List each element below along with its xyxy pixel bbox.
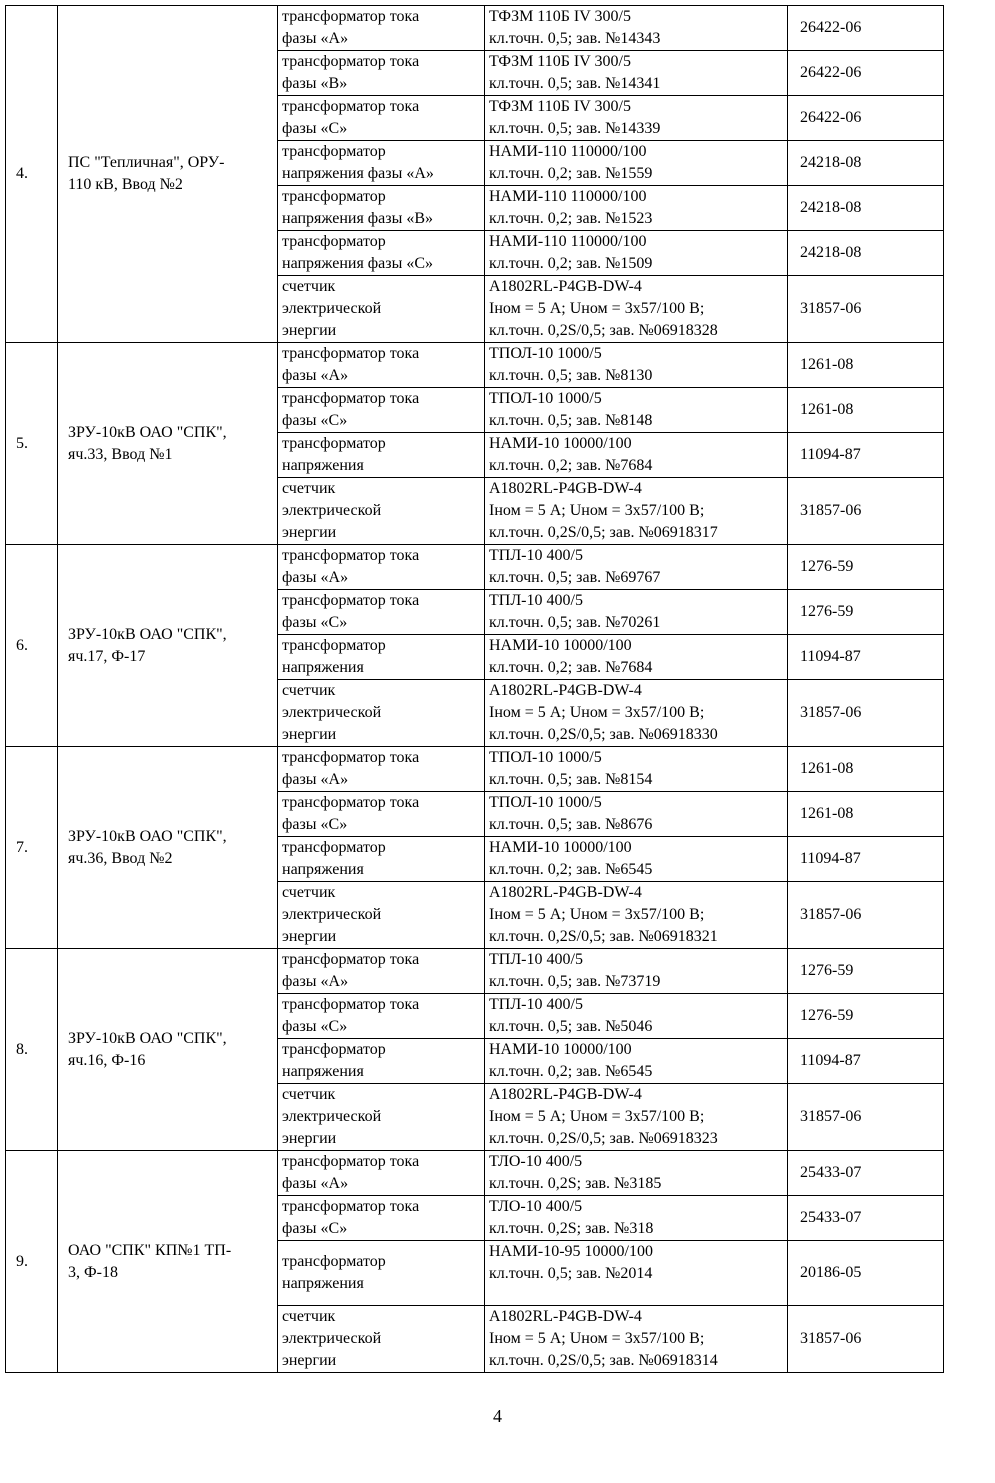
- row-number: 5.: [6, 343, 58, 545]
- registry-code: 25433-07: [788, 1196, 944, 1241]
- equipment-name-line: фазы «С»: [282, 1220, 348, 1237]
- equipment-spec-line: А1802RL-P4GB-DW-4: [489, 884, 642, 901]
- registry-code: 11094-87: [788, 837, 944, 882]
- equipment-name-line: счетчик: [282, 278, 336, 295]
- equipment-spec-line: ТЛО-10 400/5: [489, 1153, 583, 1170]
- object-name-line: яч.16, Ф-16: [68, 1051, 146, 1069]
- equipment-spec-line: ТПОЛ-10 1000/5: [489, 345, 602, 362]
- equipment-spec: [485, 792, 788, 837]
- equipment-spec-line: А1802RL-P4GB-DW-4: [489, 682, 642, 699]
- registry-code: 1276-59: [788, 590, 944, 635]
- equipment-spec: [485, 478, 788, 545]
- equipment-spec-line: кл.точн. 0,2S/0,5; зав. №06918317: [489, 524, 718, 541]
- equipment-spec-line: кл.точн. 0,2S/0,5; зав. №06918314: [489, 1352, 718, 1369]
- equipment-spec: [485, 590, 788, 635]
- object-name-line: ПС "Тепличная", ОРУ-: [68, 154, 225, 171]
- equipment-spec-line: кл.точн. 0,2S; зав. №318: [489, 1220, 654, 1237]
- registry-code: 1261-08: [788, 388, 944, 433]
- registry-code: 1276-59: [788, 949, 944, 994]
- equipment-spec-line: А1802RL-P4GB-DW-4: [489, 278, 642, 295]
- equipment-name-line: трансформатор тока: [282, 547, 420, 564]
- equipment-spec-line: ТПОЛ-10 1000/5: [489, 794, 602, 811]
- equipment-spec: [485, 545, 788, 590]
- equipment-spec: [485, 186, 788, 231]
- equipment-name: [278, 478, 485, 545]
- equipment-spec-line: Iном = 5 А; Uном = 3x57/100 В;: [489, 704, 705, 721]
- equipment-name-line: фазы «С»: [282, 412, 348, 429]
- equipment-spec-line: Iном = 5 А; Uном = 3x57/100 В;: [489, 1330, 705, 1347]
- equipment-spec-line: НАМИ-110 110000/100: [489, 233, 647, 250]
- equipment-spec: [485, 1039, 788, 1084]
- equipment-name: [278, 231, 485, 276]
- equipment-name-line: электрической: [282, 502, 382, 519]
- object-name: [58, 6, 278, 343]
- equipment-spec-line: кл.точн. 0,2S; зав. №3185: [489, 1175, 662, 1192]
- registry-code: 24218-08: [788, 231, 944, 276]
- equipment-name-line: напряжения фазы «А»: [282, 165, 434, 182]
- equipment-name: [278, 747, 485, 792]
- equipment-name-line: фазы «А»: [282, 367, 349, 384]
- equipment-spec-line: Iном = 5 А; Uном = 3x57/100 В;: [489, 1108, 705, 1125]
- equipment-spec-line: ТПЛ-10 400/5: [489, 951, 583, 968]
- equipment-name: [278, 680, 485, 747]
- equipment-name-line: трансформатор: [282, 233, 386, 250]
- equipment-name-line: трансформатор: [282, 637, 386, 654]
- equipment-name-line: напряжения: [282, 1063, 364, 1080]
- equipment-spec-line: кл.точн. 0,2S/0,5; зав. №06918321: [489, 928, 718, 945]
- equipment-name-line: трансформатор тока: [282, 592, 420, 609]
- equipment-name-line: трансформатор тока: [282, 996, 420, 1013]
- equipment-spec-line: НАМИ-10 10000/100: [489, 435, 632, 452]
- object-name-line: 3, Ф-18: [68, 1263, 118, 1281]
- equipment-spec-line: кл.точн. 0,5; зав. №8130: [489, 367, 653, 384]
- registry-code: 25433-07: [788, 1151, 944, 1196]
- equipment-name-line: счетчик: [282, 682, 336, 699]
- equipment-spec-line: кл.точн. 0,2; зав. №1509: [489, 255, 653, 272]
- equipment-spec-line: Iном = 5 А; Uном = 3x57/100 В;: [489, 300, 705, 317]
- equipment-name: [278, 792, 485, 837]
- table-row: [6, 949, 944, 994]
- equipment-spec-line: НАМИ-110 110000/100: [489, 188, 647, 205]
- equipment-name: [278, 1039, 485, 1084]
- equipment-spec-line: ТПОЛ-10 1000/5: [489, 390, 602, 407]
- equipment-name-line: трансформатор тока: [282, 749, 420, 766]
- equipment-spec: [485, 680, 788, 747]
- equipment-spec: [485, 1306, 788, 1373]
- table-row: [6, 747, 944, 792]
- equipment-spec-line: кл.точн. 0,5; зав. №2014: [489, 1265, 653, 1282]
- registry-code: 31857-06: [788, 276, 944, 343]
- equipment-table: [5, 5, 944, 1373]
- equipment-spec-line: кл.точн. 0,5; зав. №70261: [489, 614, 661, 631]
- equipment-name: [278, 141, 485, 186]
- registry-code: 24218-08: [788, 186, 944, 231]
- equipment-spec: [485, 388, 788, 433]
- equipment-name-line: энергии: [282, 1352, 337, 1369]
- equipment-name-line: счетчик: [282, 884, 336, 901]
- equipment-name-line: фазы «А»: [282, 771, 349, 788]
- table-row: [6, 343, 944, 388]
- equipment-name: [278, 1151, 485, 1196]
- equipment-spec: [485, 433, 788, 478]
- equipment-name-line: трансформатор тока: [282, 98, 420, 115]
- equipment-spec-line: А1802RL-P4GB-DW-4: [489, 1086, 642, 1103]
- equipment-name: [278, 51, 485, 96]
- equipment-name-line: трансформатор тока: [282, 1198, 420, 1215]
- equipment-name: [278, 388, 485, 433]
- equipment-spec-line: ТЛО-10 400/5: [489, 1198, 583, 1215]
- object-name: [58, 343, 278, 545]
- equipment-spec: [485, 635, 788, 680]
- equipment-spec: [485, 1241, 788, 1306]
- equipment-name: [278, 1306, 485, 1373]
- equipment-name: [278, 433, 485, 478]
- equipment-spec: [485, 276, 788, 343]
- equipment-name-line: фазы «С»: [282, 614, 348, 631]
- equipment-name-line: фазы «А»: [282, 973, 349, 990]
- equipment-name: [278, 276, 485, 343]
- equipment-name-line: напряжения: [282, 659, 364, 676]
- table-row: [6, 1151, 944, 1196]
- registry-code: 26422-06: [788, 96, 944, 141]
- equipment-spec-line: ТПЛ-10 400/5: [489, 996, 583, 1013]
- equipment-name-line: напряжения: [282, 861, 364, 878]
- equipment-spec: [485, 1196, 788, 1241]
- equipment-name: [278, 949, 485, 994]
- equipment-name-line: напряжения фазы «В»: [282, 210, 434, 227]
- equipment-spec-line: ТФЗМ 110Б IV 300/5: [489, 8, 631, 25]
- equipment-name: [278, 882, 485, 949]
- equipment-name-line: энергии: [282, 1130, 337, 1147]
- equipment-name: [278, 1196, 485, 1241]
- row-number: 9.: [6, 1151, 58, 1373]
- registry-code: 11094-87: [788, 1039, 944, 1084]
- object-name-line: ОАО "СПК" КП№1 ТП-: [68, 1241, 232, 1259]
- equipment-spec-line: НАМИ-10 10000/100: [489, 637, 632, 654]
- equipment-name-line: электрической: [282, 300, 382, 317]
- equipment-spec-line: кл.точн. 0,2; зав. №6545: [489, 861, 653, 878]
- object-name: [58, 747, 278, 949]
- registry-code: 26422-06: [788, 51, 944, 96]
- object-name-line: ЗРУ-10кВ ОАО "СПК",: [68, 625, 227, 643]
- equipment-spec: [485, 343, 788, 388]
- equipment-name: [278, 635, 485, 680]
- equipment-spec-line: кл.точн. 0,5; зав. №8676: [489, 816, 653, 833]
- equipment-name: [278, 6, 485, 51]
- equipment-name-line: фазы «С»: [282, 816, 348, 833]
- table-body: [6, 6, 944, 1373]
- registry-code: 1261-08: [788, 343, 944, 388]
- equipment-name: [278, 1084, 485, 1151]
- page-number: 4: [493, 1406, 502, 1426]
- equipment-spec-line: кл.точн. 0,5; зав. №14339: [489, 120, 661, 137]
- equipment-spec: [485, 949, 788, 994]
- object-name-line: ЗРУ-10кВ ОАО "СПК",: [68, 827, 227, 845]
- equipment-name-line: напряжения фазы «С»: [282, 255, 434, 272]
- object-name-line: ЗРУ-10кВ ОАО "СПК",: [68, 423, 227, 441]
- equipment-spec-line: НАМИ-10 10000/100: [489, 839, 632, 856]
- equipment-name-line: энергии: [282, 524, 337, 541]
- equipment-spec-line: ТФЗМ 110Б IV 300/5: [489, 53, 631, 70]
- equipment-name-line: энергии: [282, 726, 337, 743]
- equipment-name-line: фазы «С»: [282, 120, 348, 137]
- equipment-spec-line: НАМИ-10 10000/100: [489, 1041, 632, 1058]
- equipment-name-line: трансформатор: [282, 1253, 386, 1270]
- equipment-name-line: трансформатор: [282, 1041, 386, 1058]
- equipment-name-line: трансформатор: [282, 143, 386, 160]
- equipment-spec-line: кл.точн. 0,5; зав. №5046: [489, 1018, 653, 1035]
- registry-code: 11094-87: [788, 433, 944, 478]
- equipment-spec: [485, 231, 788, 276]
- equipment-name-line: трансформатор тока: [282, 8, 420, 25]
- equipment-name-line: электрической: [282, 1108, 382, 1125]
- equipment-spec-line: кл.точн. 0,2S/0,5; зав. №06918328: [489, 322, 718, 339]
- equipment-spec-line: кл.точн. 0,2; зав. №1559: [489, 165, 653, 182]
- registry-code: 1261-08: [788, 747, 944, 792]
- equipment-name-line: счетчик: [282, 1308, 336, 1325]
- equipment-name-line: трансформатор: [282, 188, 386, 205]
- equipment-spec: [485, 1151, 788, 1196]
- equipment-spec-line: кл.точн. 0,5; зав. №14341: [489, 75, 661, 92]
- equipment-name: [278, 343, 485, 388]
- object-name-line: яч.36, Ввод №2: [68, 849, 173, 867]
- registry-code: 24218-08: [788, 141, 944, 186]
- equipment-spec: [485, 51, 788, 96]
- equipment-name: [278, 545, 485, 590]
- equipment-spec-line: кл.точн. 0,5; зав. №69767: [489, 569, 661, 586]
- registry-code: 11094-87: [788, 635, 944, 680]
- equipment-spec-line: кл.точн. 0,2; зав. №1523: [489, 210, 653, 227]
- equipment-name: [278, 837, 485, 882]
- equipment-spec-line: кл.точн. 0,5; зав. №14343: [489, 30, 661, 47]
- equipment-name-line: фазы «А»: [282, 569, 349, 586]
- object-name: [58, 1151, 278, 1373]
- equipment-name-line: электрической: [282, 704, 382, 721]
- equipment-name: [278, 186, 485, 231]
- registry-code: 31857-06: [788, 1084, 944, 1151]
- equipment-name-line: трансформатор тока: [282, 390, 420, 407]
- equipment-name-line: напряжения: [282, 457, 364, 474]
- object-name: [58, 545, 278, 747]
- equipment-spec-line: кл.точн. 0,2; зав. №7684: [489, 659, 653, 676]
- equipment-name-line: трансформатор: [282, 839, 386, 856]
- equipment-spec: [485, 994, 788, 1039]
- registry-code: 1261-08: [788, 792, 944, 837]
- equipment-name-line: напряжения: [282, 1275, 364, 1292]
- registry-code: 20186-05: [788, 1241, 944, 1306]
- object-name: [58, 949, 278, 1151]
- equipment-name-line: счетчик: [282, 480, 336, 497]
- equipment-name-line: трансформатор тока: [282, 1153, 420, 1170]
- equipment-name-line: трансформатор тока: [282, 345, 420, 362]
- table-row: [6, 545, 944, 590]
- row-number: 8.: [6, 949, 58, 1151]
- equipment-name-line: электрической: [282, 1330, 382, 1347]
- equipment-spec-line: кл.точн. 0,2S/0,5; зав. №06918323: [489, 1130, 718, 1147]
- equipment-spec-line: кл.точн. 0,5; зав. №73719: [489, 973, 661, 990]
- registry-code: 1276-59: [788, 994, 944, 1039]
- equipment-name-line: фазы «С»: [282, 1018, 348, 1035]
- object-name-line: 110 кВ, Ввод №2: [68, 176, 183, 193]
- row-number: 6.: [6, 545, 58, 747]
- equipment-name: [278, 590, 485, 635]
- equipment-spec-line: кл.точн. 0,2S/0,5; зав. №06918330: [489, 726, 718, 743]
- equipment-spec: [485, 747, 788, 792]
- equipment-spec-line: ТПЛ-10 400/5: [489, 592, 583, 609]
- equipment-spec: [485, 882, 788, 949]
- equipment-name-line: трансформатор тока: [282, 53, 420, 70]
- object-name-line: яч.33, Ввод №1: [68, 445, 173, 463]
- equipment-spec-line: Iном = 5 А; Uном = 3x57/100 В;: [489, 906, 705, 923]
- equipment-name-line: энергии: [282, 322, 337, 339]
- equipment-name: [278, 96, 485, 141]
- equipment-name-line: фазы «А»: [282, 1175, 349, 1192]
- registry-code: 31857-06: [788, 1306, 944, 1373]
- registry-code: 31857-06: [788, 882, 944, 949]
- equipment-spec-line: Iном = 5 А; Uном = 3x57/100 В;: [489, 502, 705, 519]
- registry-code: 26422-06: [788, 6, 944, 51]
- row-number: 4.: [6, 6, 58, 343]
- equipment-name: [278, 1241, 485, 1306]
- equipment-spec-line: НАМИ-10-95 10000/100: [489, 1243, 653, 1260]
- equipment-spec-line: ТФЗМ 110Б IV 300/5: [489, 98, 631, 115]
- registry-code: 31857-06: [788, 680, 944, 747]
- object-name-line: ЗРУ-10кВ ОАО "СПК",: [68, 1029, 227, 1047]
- row-number: 7.: [6, 747, 58, 949]
- equipment-spec-line: кл.точн. 0,2; зав. №7684: [489, 457, 653, 474]
- equipment-spec-line: ТПЛ-10 400/5: [489, 547, 583, 564]
- equipment-name-line: трансформатор тока: [282, 951, 420, 968]
- equipment-name-line: счетчик: [282, 1086, 336, 1103]
- equipment-spec-line: А1802RL-P4GB-DW-4: [489, 480, 642, 497]
- equipment-spec-line: кл.точн. 0,2; зав. №6545: [489, 1063, 653, 1080]
- equipment-spec-line: А1802RL-P4GB-DW-4: [489, 1308, 642, 1325]
- equipment-name-line: трансформатор тока: [282, 794, 420, 811]
- equipment-spec: [485, 141, 788, 186]
- equipment-name-line: энергии: [282, 928, 337, 945]
- equipment-spec-line: ТПОЛ-10 1000/5: [489, 749, 602, 766]
- equipment-spec: [485, 96, 788, 141]
- object-name-line: яч.17, Ф-17: [68, 647, 146, 665]
- equipment-spec: [485, 6, 788, 51]
- equipment-spec: [485, 1084, 788, 1151]
- equipment-spec: [485, 837, 788, 882]
- equipment-name-line: трансформатор: [282, 435, 386, 452]
- equipment-name: [278, 994, 485, 1039]
- equipment-spec-line: НАМИ-110 110000/100: [489, 143, 647, 160]
- table-row: [6, 6, 944, 51]
- registry-code: 1276-59: [788, 545, 944, 590]
- equipment-spec-line: кл.точн. 0,5; зав. №8154: [489, 771, 653, 788]
- registry-code: 31857-06: [788, 478, 944, 545]
- equipment-name-line: электрической: [282, 906, 382, 923]
- equipment-spec-line: кл.точн. 0,5; зав. №8148: [489, 412, 653, 429]
- equipment-name-line: фазы «В»: [282, 75, 348, 92]
- equipment-name-line: фазы «А»: [282, 30, 349, 47]
